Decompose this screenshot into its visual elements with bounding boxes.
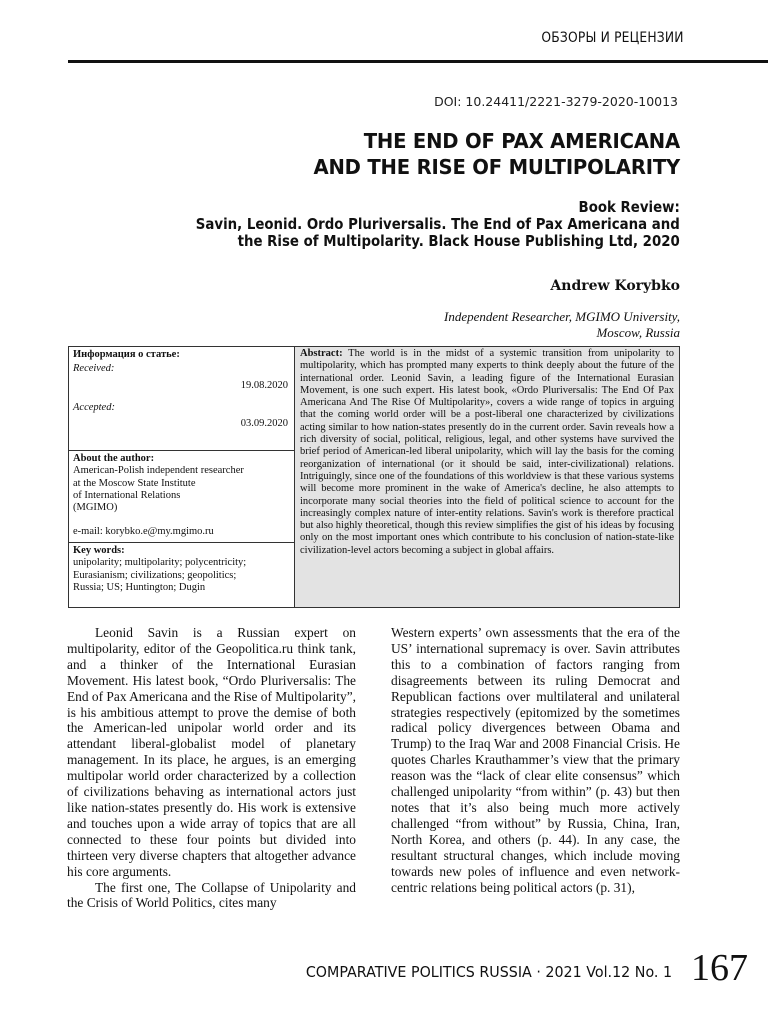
body-paragraph: Leonid Savin is a Russian expert on multipolarity, editor of the Geopolitica.ru think tank, and a thinker of the International Eurasian Movement. His latest book, “Ordo Pluriversalis: The End of Pax Americana and the Rise of Multipolarity”, is his ambitious attempt to prove the demise of both the American-led unipolar world order and its attendant liberal-globalist model of planetary management. In its place, he argues, is an emerging multipolar world order characterized by a collection of civilizations behaving as international actors just like nation-states presently do. His work is extensive and touches upon a wide array of topics that are all connected to these four points but divided into thirteen very diverse chapters that altogether advance his core arguments. <box>67 625 356 879</box>
info-heading: Информация о статье: <box>73 349 180 360</box>
body-column-right <box>391 625 680 895</box>
body-column-left <box>67 625 356 911</box>
about-line: American-Polish independent researcher <box>73 465 244 477</box>
article-subtitle <box>196 199 680 250</box>
subtitle-line-3: the Rise of Multipolarity. Black House Publishing Ltd, 2020 <box>237 232 680 250</box>
body-paragraph: The first one, The Collapse of Unipolarity and the Crisis of World Politics, cites many <box>67 879 356 911</box>
received-label: Received: <box>73 363 115 375</box>
keywords-line: unipolarity; multipolarity; polycentricity; <box>73 557 247 569</box>
journal-footer: COMPARATIVE POLITICS RUSSIA · 2021 Vol.12 No. 1 <box>305 963 672 981</box>
section-label: ОБЗОРЫ И РЕЦЕНЗИИ <box>541 30 684 46</box>
accepted-date: 03.09.2020 <box>240 418 288 430</box>
about-line: (MGIMO) <box>73 502 118 514</box>
abstract-text: The world is in the midst of a systemic transition from unipolarity to multipolarity, which has prompted many experts to think deeply about the future of the international order. Leonid Savin, a leading figure of the International Eurasian Movement, is one such expert. His latest book, «Ordo Pluriversalis: The End Of Pax Americana And The Rise Of Multipolarity», covers a wide range of topics in arguing that the coming world order will be a post-liberal one characterized by civilizations acting similar to how nation-states presently do in the current order. Savin reveals how a rich diversity of social, political, religious, legal, and other systems have survived the brief period of American-led liberal unipolarity, which will lay the basis for the coming reorganization of international (or it should be said, inter-civilizational) relations. Intriguingly, since one of the foundations of this worldview is that these various systems will become more prominent in the wake of America's decline, he also attempts to incorporate many social theories into the field of political science to account for the increasingly complex nature of inter-entity relations. Savin's work is therefore practical but also highly theoretical, though this review simplifies the gist of his ideas by focusing only on the most important ones which contribute to his conclusion of nation-state-like civilization-level actors becoming a subject in global affairs. <box>300 348 675 556</box>
keywords-heading: Key words: <box>73 545 125 556</box>
title-line-2: AND THE RISE OF MULTIPOLARITY <box>313 155 680 179</box>
keywords-line: Russia; US; Huntington; Dugin <box>73 581 206 593</box>
accepted-label: Accepted: <box>73 401 115 413</box>
author-name: Andrew Korybko <box>550 278 680 294</box>
keywords-block <box>69 543 294 609</box>
subtitle-line-2: Savin, Leonid. Ordo Pluriversalis. The End of Pax Americana and <box>195 215 680 233</box>
about-author-block <box>69 451 294 543</box>
article-info-block <box>69 347 294 451</box>
received-date: 19.08.2020 <box>240 379 288 391</box>
author-email: e-mail: korybko.e@my.mgimo.ru <box>73 526 214 538</box>
abstract-block <box>295 347 679 607</box>
article-info-table <box>68 346 680 608</box>
header-rule <box>68 60 768 63</box>
page-number: 167 <box>691 947 748 989</box>
abstract-label: Abstract: <box>300 348 343 359</box>
about-line: at the Moscow State Institute <box>73 477 196 489</box>
article-title <box>313 128 680 180</box>
affiliation-line-1: Independent Researcher, MGIMO University, <box>444 309 680 324</box>
about-heading: About the author: <box>73 453 155 464</box>
keywords-line: Eurasianism; civilizations; geopolitics; <box>73 569 237 581</box>
about-line: of International Relations <box>73 489 181 501</box>
author-affiliation <box>444 309 680 341</box>
body-paragraph: Western experts’ own assessments that the era of the US’ international supremacy is over. Savin attributes this to a combination of factors ranging from disagreements between its ruling Democrat and Republican factions over multilateral and unilateral strategies respectively (epitomized by the sometimes radical policy divergences between Obama and Trump) to the Iraq War and 2008 Financial Crisis. He quotes Charles Krauthammer’s view that the primary reason was the “lack of clear elite consensus” which challenged unipolarity “from within” (p. 43) but then notes that it’s also being much more actively challenged “from without” by Russia, China, Iran, North Korea, and others (p. 44). In any case, the resultant structural changes, which include moving towards new poles of influence and even network-centric relations being political actors (p. 31), <box>391 625 680 895</box>
subtitle-line-1: Book Review: <box>578 198 680 216</box>
title-line-1: THE END OF PAX AMERICANA <box>363 129 680 153</box>
doi: DOI: 10.24411/2221-3279-2020-10013 <box>434 94 678 109</box>
info-left-column <box>69 347 295 607</box>
affiliation-line-2: Moscow, Russia <box>596 325 680 340</box>
